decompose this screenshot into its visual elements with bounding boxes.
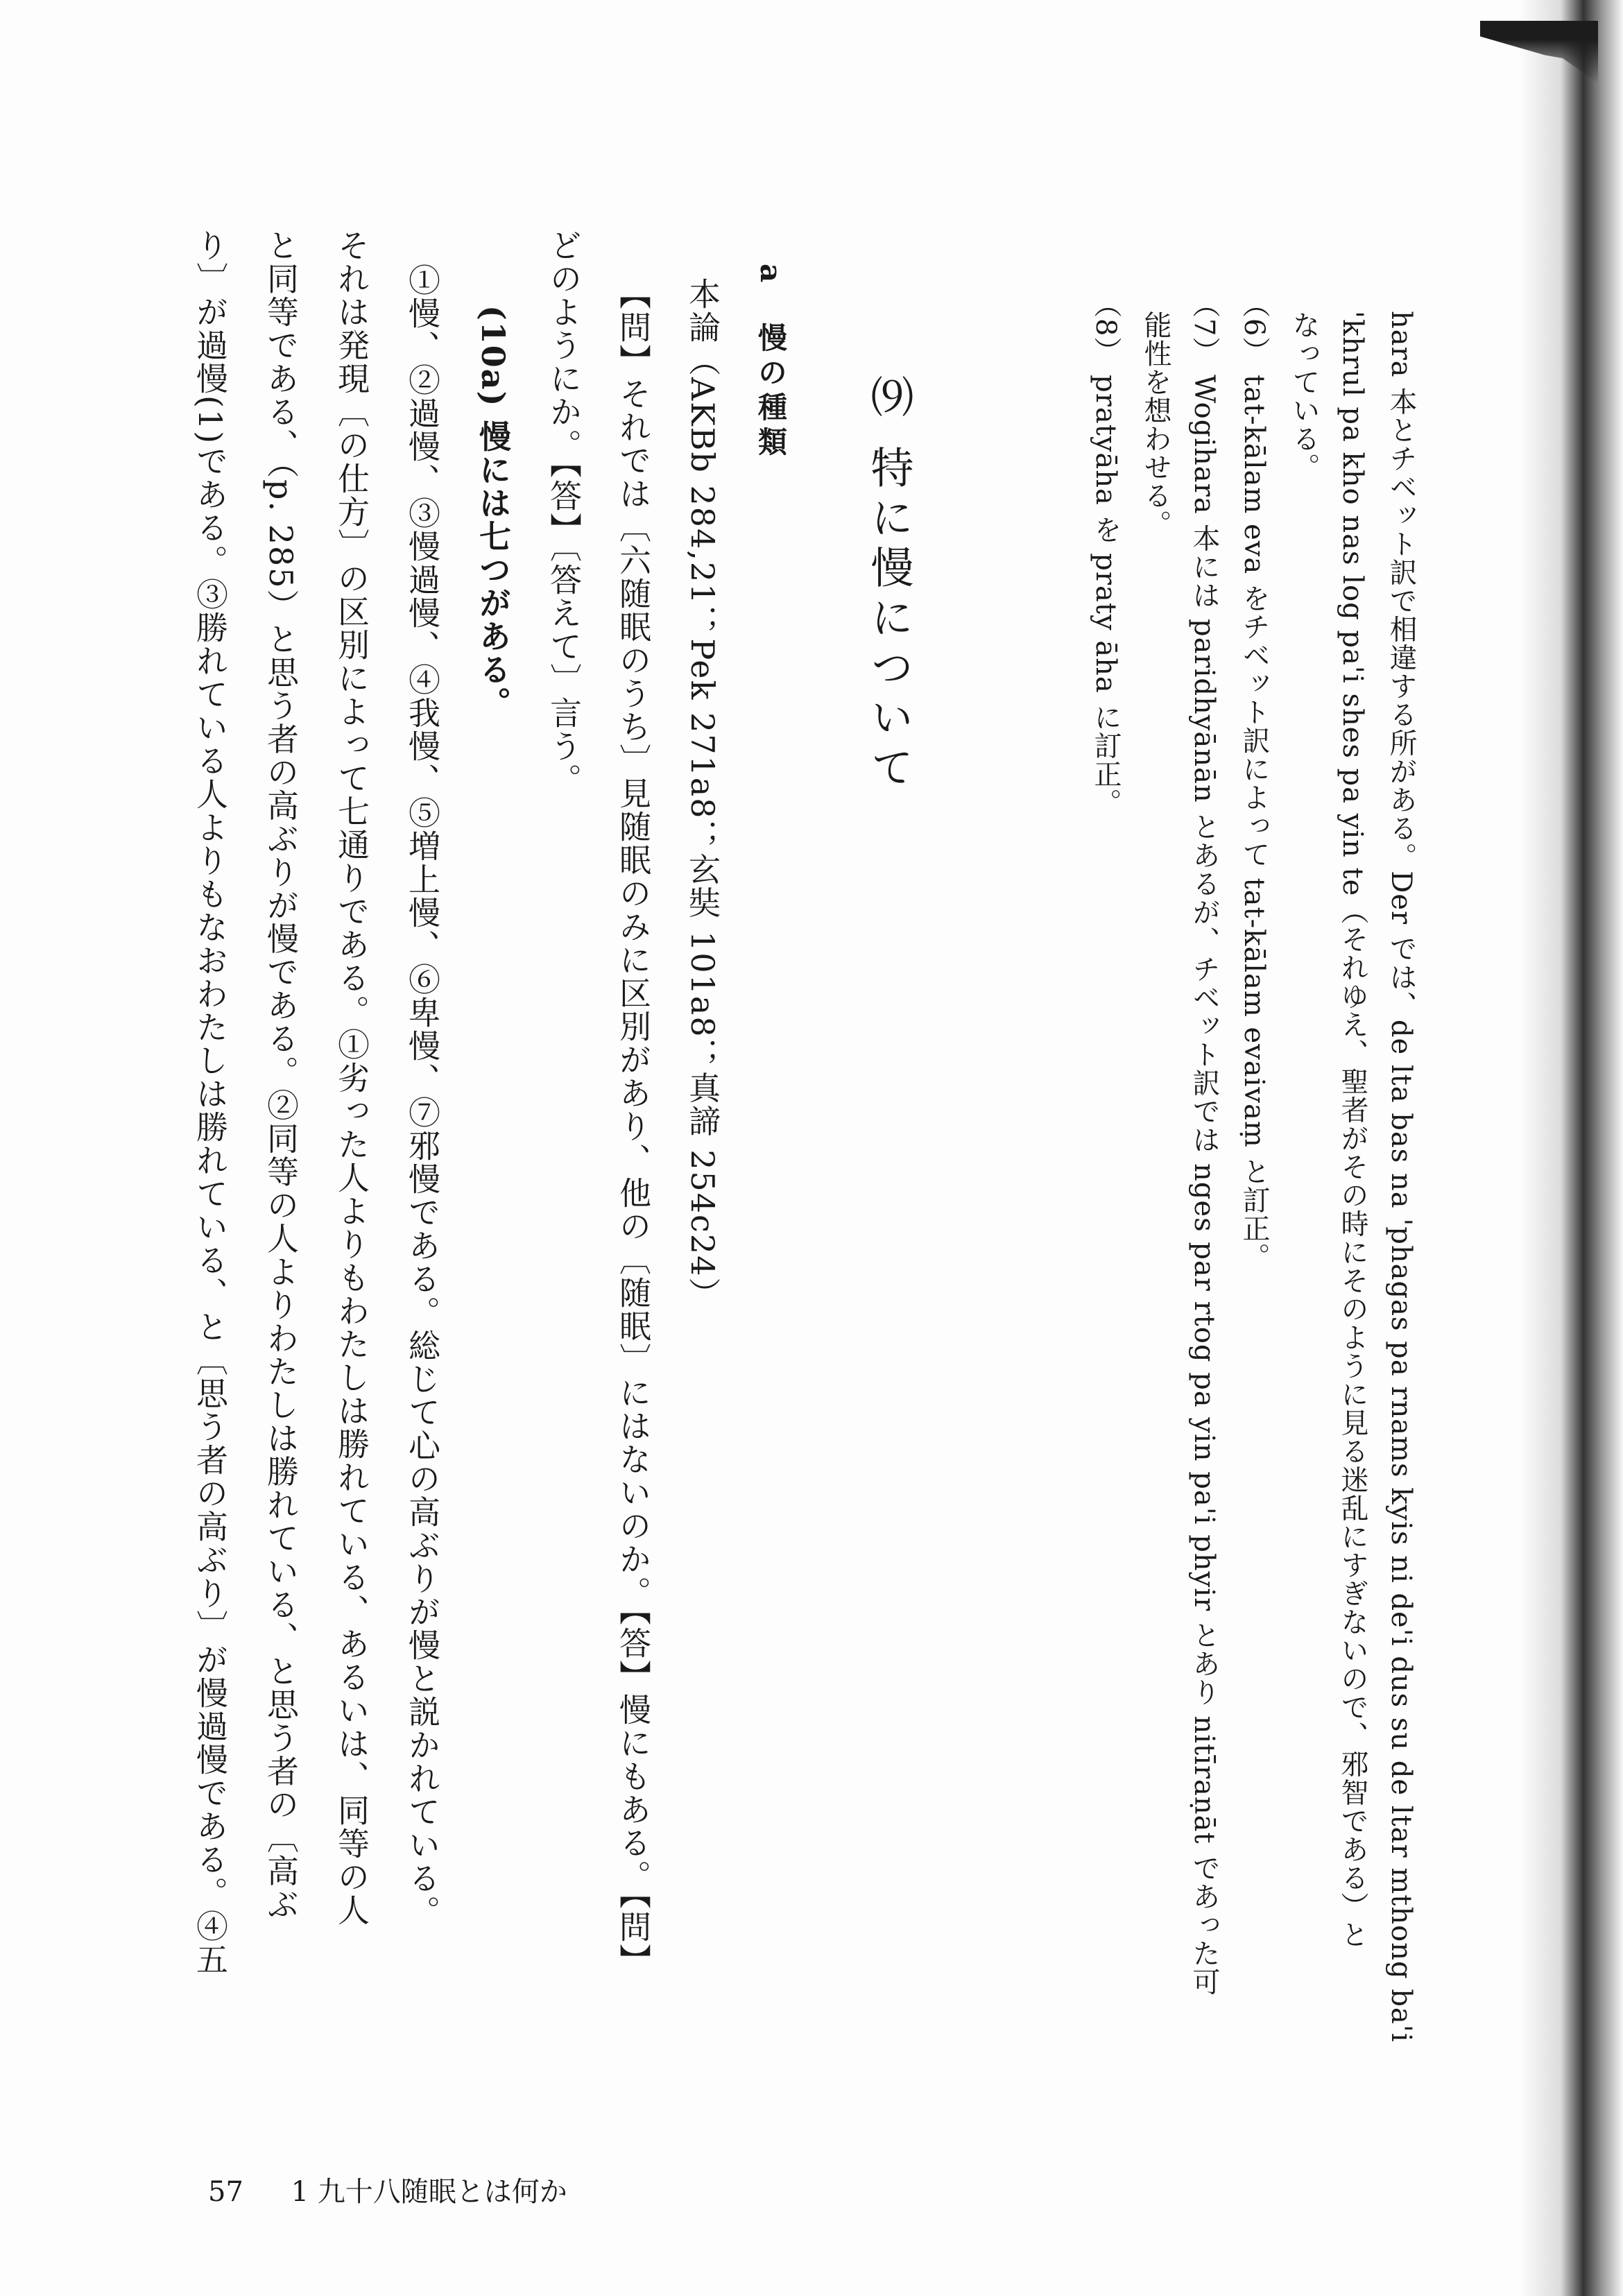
- body-line: それは発現〔の仕方〕の区別によって七通りである。①劣った人よりもわたしは勝れている、あるいは、同等の人: [333, 229, 370, 1927]
- body-line: り〕が過慢(1)である。③勝れている人よりもなおわたしは勝れている、と〔思う者の高ぶり〕が慢過慢である。④五: [191, 229, 229, 1977]
- note-line: （6） tat-kālam eva をチベット訳によって tat-kālam evaivaṃ と訂正。: [1238, 290, 1270, 1271]
- section-heading: ⑼ 特に慢について: [864, 375, 914, 795]
- note-line: （7） Wogihara 本には paridhyānān とあるが、チベット訳では nges par rtog pa yin pa'i phyir とあり nitīraṇāt であった可: [1188, 290, 1220, 1996]
- running-title: 1 九十八随眠とは何か: [291, 2176, 567, 2208]
- body-line: 本論（AKBb 284,21；Pek 271a8；玄奘 101a8；真諦 254c24）: [684, 277, 721, 1311]
- page-footer: [208, 2170, 606, 2209]
- body-line: ①慢、②過慢、③慢過慢、④我慢、⑤増上慢、⑥卑慢、⑦邪慢である。総じて心の高ぶりが慢と説かれている。: [404, 264, 441, 1928]
- subsection-heading: a 慢の種類: [754, 264, 788, 462]
- body-line: 【問】それでは〔六随眠のうち〕見随眠のみに区別があり、他の〔随眠〕にはないのか。【答】慢にもある。【問】: [615, 277, 652, 1977]
- body-line: と同等である、（p. 285）と思う者の高ぶりが慢である。②同等の人よりわたしは勝れている、と思う者の〔高ぶ: [262, 229, 300, 1921]
- note-line: hara 本とチベット訳で相違する所がある。Der では、de lta bas na 'phagas pa rnams kyis ni de'i dus su de ltar mthong ba'i: [1385, 311, 1417, 2043]
- body-line: (10a) 慢には七つがある。: [474, 305, 512, 720]
- binding-shadow: [1519, 0, 1623, 2296]
- page-number: 57: [208, 2176, 243, 2208]
- note-line: （8） pratyāha を praty āha に訂正。: [1090, 290, 1122, 817]
- note-line: 能性を想わせる。: [1140, 311, 1171, 538]
- body-line: どのようにか。【答】〔答えて〕言う。: [545, 229, 583, 796]
- note-line: なっている。: [1288, 311, 1320, 481]
- note-line: 'khrul pa kho nas log pa'i shes pa yin te（それゆえ、聖者がその時にそのように見る迷乱にすぎないので、邪智である）と: [1337, 311, 1368, 1949]
